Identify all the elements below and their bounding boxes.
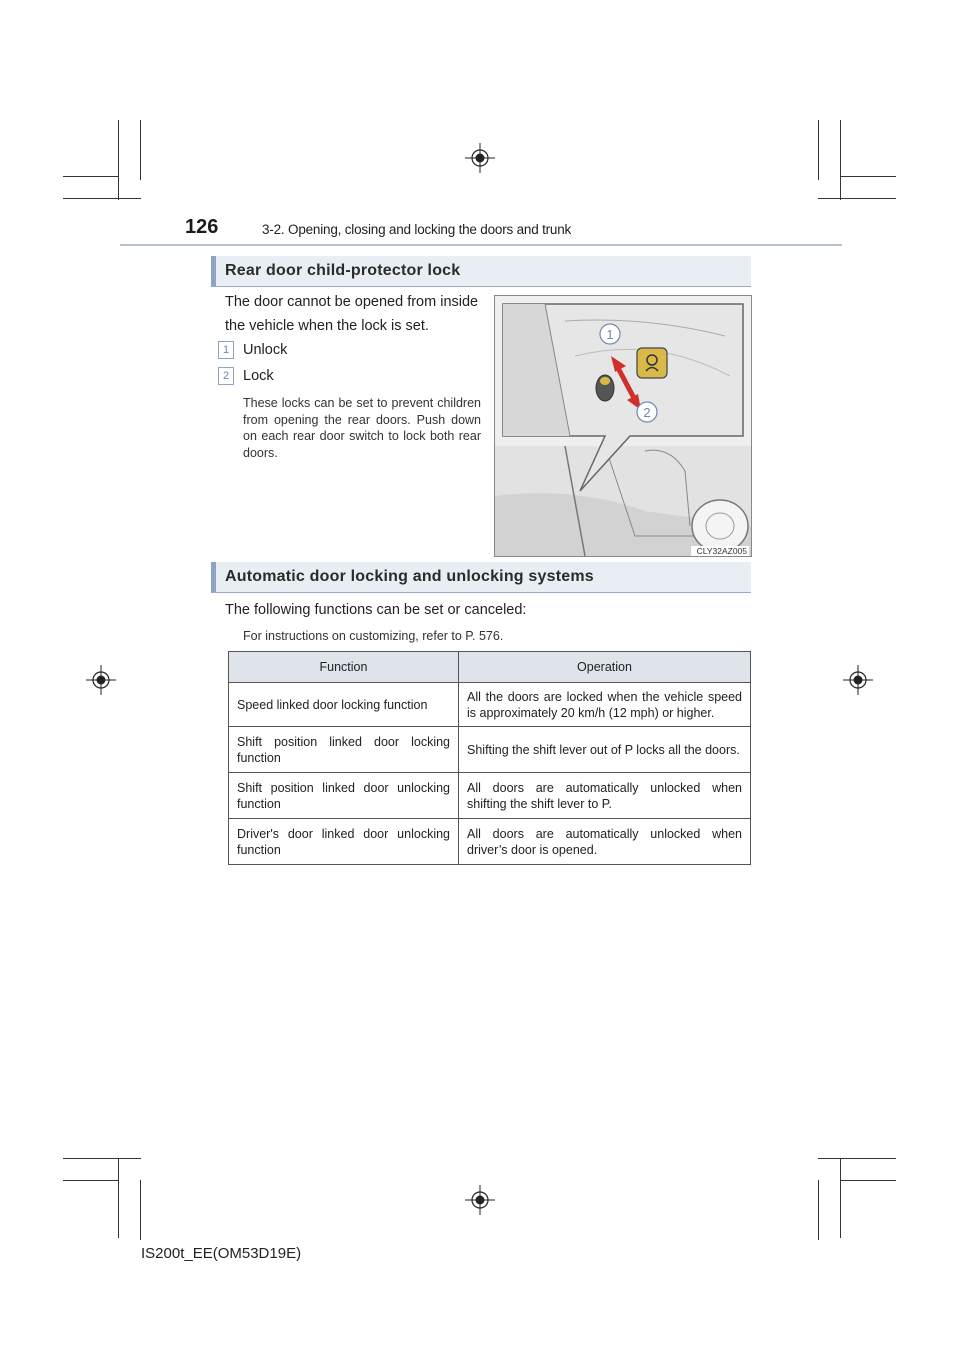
table-row (229, 683, 751, 727)
functions-table (228, 651, 751, 865)
crop-mark (118, 1158, 119, 1238)
intro-line: The door cannot be opened from inside (225, 294, 479, 310)
crop-mark (63, 1158, 141, 1159)
section-heading-accent (211, 562, 216, 592)
section-heading-accent (211, 256, 216, 286)
section-title: Automatic door locking and unlocking systems (225, 568, 594, 585)
step-label-unlock: Unlock (243, 342, 288, 358)
registration-mark-icon (465, 1185, 495, 1215)
functions-intro: The following functions can be set or canceled: (225, 602, 527, 618)
header-rule (120, 244, 842, 246)
customizing-note: For instructions on customizing, refer to P. 576. (243, 629, 504, 643)
crop-mark (818, 120, 819, 180)
page-number: 126 (185, 216, 219, 238)
function-cell: Driver's door linked door unlocking function (229, 819, 459, 865)
operation-cell: All doors are automatically unlocked when shifting the shift lever to P. (459, 773, 751, 819)
child-lock-note: These locks can be set to prevent children from opening the rear doors. Push down on each rear door switch to lock both rear doors. (243, 396, 481, 460)
model-code-footer: IS200t_EE(OM53D19E) (141, 1245, 302, 1262)
crop-mark (840, 1158, 841, 1238)
figure-callout-2: 2 (643, 405, 651, 420)
door-lock-illustration-drawing (495, 296, 751, 556)
step-label-lock: Lock (243, 368, 274, 384)
crop-mark (818, 1180, 819, 1240)
crop-mark (63, 1180, 119, 1181)
crop-mark (840, 1180, 896, 1181)
intro-text (225, 290, 485, 338)
intro-line: the vehicle when the lock is set. (225, 318, 429, 334)
crop-mark (140, 1180, 141, 1240)
crop-mark (840, 120, 841, 200)
table-row (229, 773, 751, 819)
step-number-badge: 2 (218, 367, 234, 385)
function-cell: Shift position linked door locking function (229, 727, 459, 773)
function-cell: Speed linked door locking function (229, 683, 459, 727)
operation-cell: All the doors are locked when the vehicle speed is approximately 20 km/h (12 mph) or higher. (459, 683, 751, 727)
table-header-row (229, 652, 751, 683)
registration-mark-icon (86, 665, 116, 695)
section-title: Rear door child-protector lock (225, 262, 461, 279)
table-header-operation: Operation (459, 652, 751, 683)
crop-mark (818, 198, 896, 199)
table-row (229, 819, 751, 865)
function-cell: Shift position linked door unlocking function (229, 773, 459, 819)
crop-mark (840, 176, 896, 177)
door-lock-illustration (494, 295, 752, 557)
section-heading-auto-lock (211, 562, 751, 593)
crop-mark (140, 120, 141, 180)
crop-mark (63, 198, 141, 199)
section-heading-child-lock (211, 256, 751, 287)
registration-mark-icon (465, 143, 495, 173)
figure-code: CLY32AZ005 (696, 546, 747, 556)
registration-mark-icon (843, 665, 873, 695)
table-header-function: Function (229, 652, 459, 683)
crop-mark (63, 176, 119, 177)
figure-callout-1: 1 (606, 327, 614, 342)
operation-cell: All doors are automatically unlocked when driver’s door is opened. (459, 819, 751, 865)
crop-mark (118, 120, 119, 200)
table-row (229, 727, 751, 773)
step-number-badge: 1 (218, 341, 234, 359)
operation-cell: Shifting the shift lever out of P locks all the doors. (459, 727, 751, 773)
chapter-title: 3-2. Opening, closing and locking the doors and trunk (262, 222, 572, 237)
crop-mark (818, 1158, 896, 1159)
